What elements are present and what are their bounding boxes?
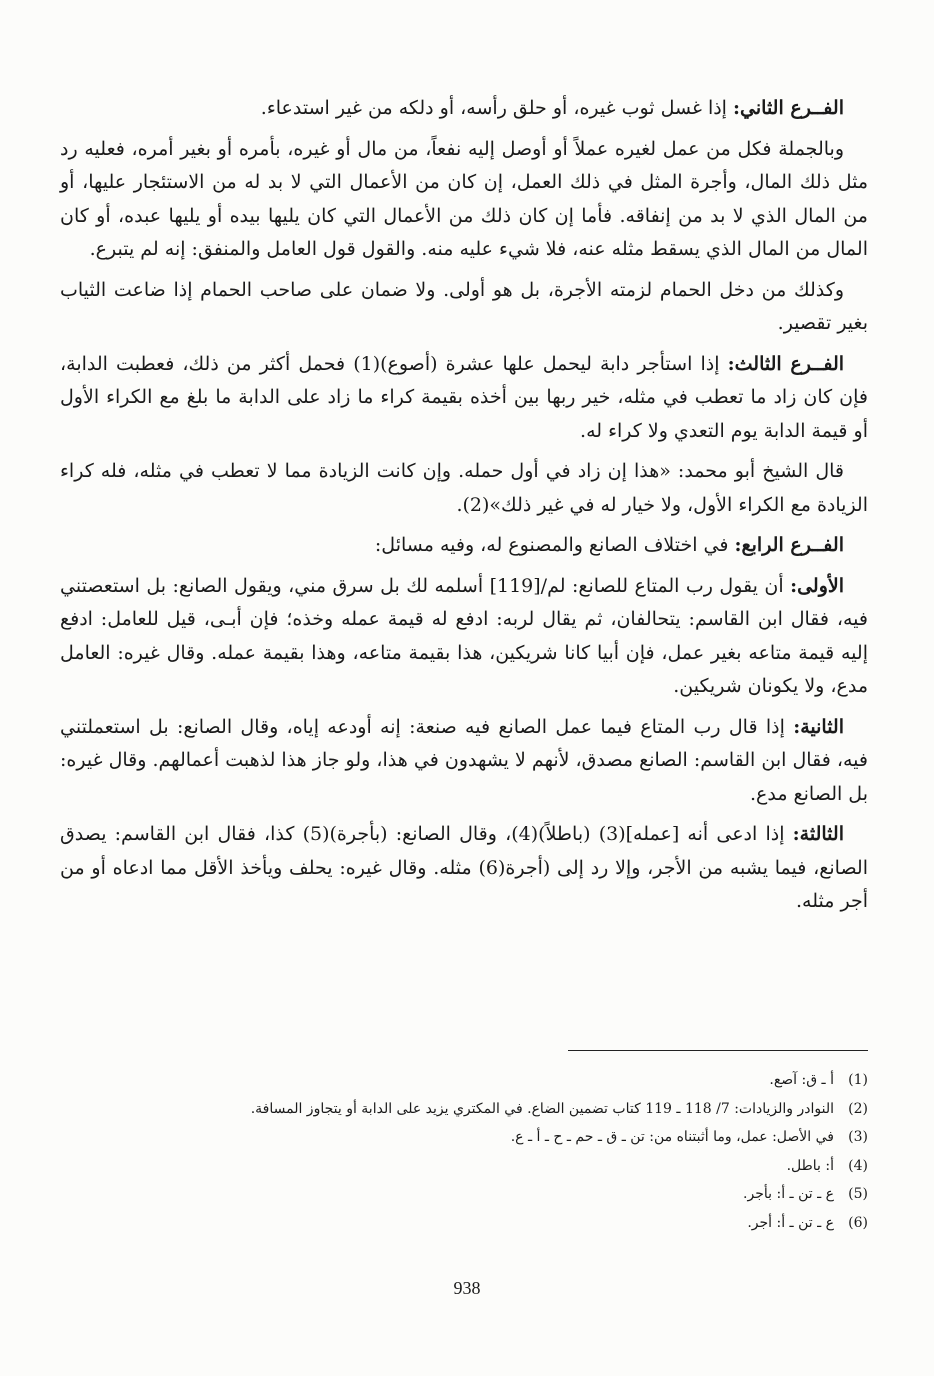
footnote-text: في الأصل: عمل، وما أثبتناه من: تن ـ ق ـ حم ـ ح ـ أ ـ ع. <box>510 1129 834 1145</box>
heading-far-thalith: الفــرع الثالث: <box>727 352 845 375</box>
paragraph-text: في اختلاف الصانع والمصنوع له، وفيه مسائل: <box>374 534 735 556</box>
paragraph-text: إذا ادعى أنه [عمله](3) (باطلاً)(4)، وقال الصانع: (بأجرة)(5) كذا، فقال ابن القاسم: يصدق الصانع، فيما يشبه من الأجر، وإلا رد إلى (أجرة(6) مثله. وقال غيره: يحلف ويأخذ الأقل مما ادعاه أو من أجر مثله. <box>60 823 869 912</box>
footnote-number: (5) <box>848 1186 868 1202</box>
paragraph-text: أن يقول رب المتاع للصانع: لم/[119] أسلمه لك بل سرق مني، ويقول الصانع: بل استعصتني فيه، فقال ابن القاسم: يتحالفان، ثم يقال لربه: ادفع له قيمة عمله وخذه؛ فإن أبـى، قيل للعامل: ادفع إليه قيمة متاعه بغير عمل، فإن أبيا كانا شريكين، هذا بقيمة متاعه، وهذا بقيمة عمله. وقال غيره: العامل مدع، ولا يكونان شريكين. <box>60 574 868 697</box>
paragraph-text: وبالجملة فكل من عمل لغيره عملاً أو أوصل إليه نفعاً، من مال أو غيره، بأمره أو بغير أمره، فعليه رد مثل ذلك المال، وأجرة المثل في ذلك العمل، إن كان من الأعمال التي لا بد له من الاستئجار عليها، أو من المال الذي لا بد من إنفاقه. فأما إن كان ذلك من الأعمال التي كان يليها بيده أو يليها عبده، أو كان المال من المال الذي يسقط مثله عنه، فلا شيء عليه منه. والقول قول العامل والمنفق: إنه لم يتبرع. <box>60 137 868 260</box>
footnote <box>60 1095 868 1124</box>
footnote-number: (2) <box>848 1100 868 1117</box>
paragraph-thalitha <box>60 818 868 919</box>
paragraph-hammam <box>60 274 868 341</box>
paragraph-bil-jumla <box>60 133 868 267</box>
paragraph-abu-muhammad <box>60 455 868 522</box>
paragraph-text: إذا استأجر دابة ليحمل علها عشرة (أصوع)(1) فحمل أكثر من ذلك، فعطبت الدابة، فإن كان زاد ما تعطب في مثله، خير ربها بين أخذه بقيمة كراء ما زاد على الدابة ما بلغ مع الكراء الأول أو قيمة الدابة يوم التعدي ولا كراء له. <box>60 352 868 442</box>
page-number: 938 <box>453 1278 481 1298</box>
footnote-text: أ ـ ق: آصع. <box>769 1072 834 1088</box>
heading-thaniya: الثانية: <box>793 715 844 738</box>
footnote-text: ع ـ تن ـ أ: أجر. <box>747 1214 834 1231</box>
paragraph-text: وكذلك من دخل الحمام لزمته الأجرة، بل هو أولى. ولا ضمان على صاحب الحمام إذا ضاعت الثياب بغير تقصير. <box>60 278 868 334</box>
footnote <box>60 1123 868 1152</box>
footnote <box>60 1180 868 1209</box>
footnote-text: ع ـ تن ـ أ: بأجر. <box>743 1186 834 1202</box>
paragraph-far-rabi <box>60 529 868 563</box>
paragraph-text: قال الشيخ أبو محمد: «هذا إن زاد في أول حمله. وإن كانت الزيادة مما لا تعطب في مثله، فله كراء الزيادة مع الكراء الأول، ولا خيار له في غير ذلك»(2). <box>60 460 868 516</box>
footnote-text: أ: باطل. <box>786 1157 834 1174</box>
footnote-text: النوادر والزيادات: 7/ 118 ـ 119 كتاب تضمين الضاع. في المكتري يزيد على الدابة أو يتجاوز المسافة. <box>250 1100 834 1117</box>
footnote <box>60 1066 868 1095</box>
footnote-separator <box>568 1050 868 1051</box>
footnotes <box>60 1066 868 1237</box>
heading-far-rabi: الفــرع الرابع: <box>734 534 844 556</box>
footnote-number: (6) <box>848 1214 868 1231</box>
footnote <box>60 1152 868 1181</box>
paragraph-text: إذا قال رب المتاع فيما عمل الصانع فيه صنعة: إنه أودعه إياه، وقال الصانع: بل استعملتني فيه، فقال ابن القاسم: الصانع مصدق، لأنهم لا يشهدون في هذا، ولو جاز هذا لذهبت أعمالهم. وقال غيره: بل الصانع مدع. <box>60 715 868 805</box>
heading-thalitha: الثالثة: <box>792 823 844 845</box>
heading-ula: الأولى: <box>790 574 844 597</box>
paragraph-thaniya <box>60 711 868 812</box>
footnote-number: (4) <box>848 1157 868 1174</box>
paragraph-far-thani <box>60 92 868 126</box>
footnote-number: (3) <box>848 1129 868 1145</box>
paragraph-ula <box>60 570 868 704</box>
heading-far-thani: الفــرع الثاني: <box>733 97 844 119</box>
footnote-number: (1) <box>848 1072 868 1088</box>
paragraph-far-thalith <box>60 348 868 449</box>
main-text <box>60 92 868 926</box>
footnote <box>60 1209 868 1238</box>
paragraph-text: إذا غسل ثوب غيره، أو حلق رأسه، أو دلكه من غير استدعاء. <box>260 97 734 119</box>
